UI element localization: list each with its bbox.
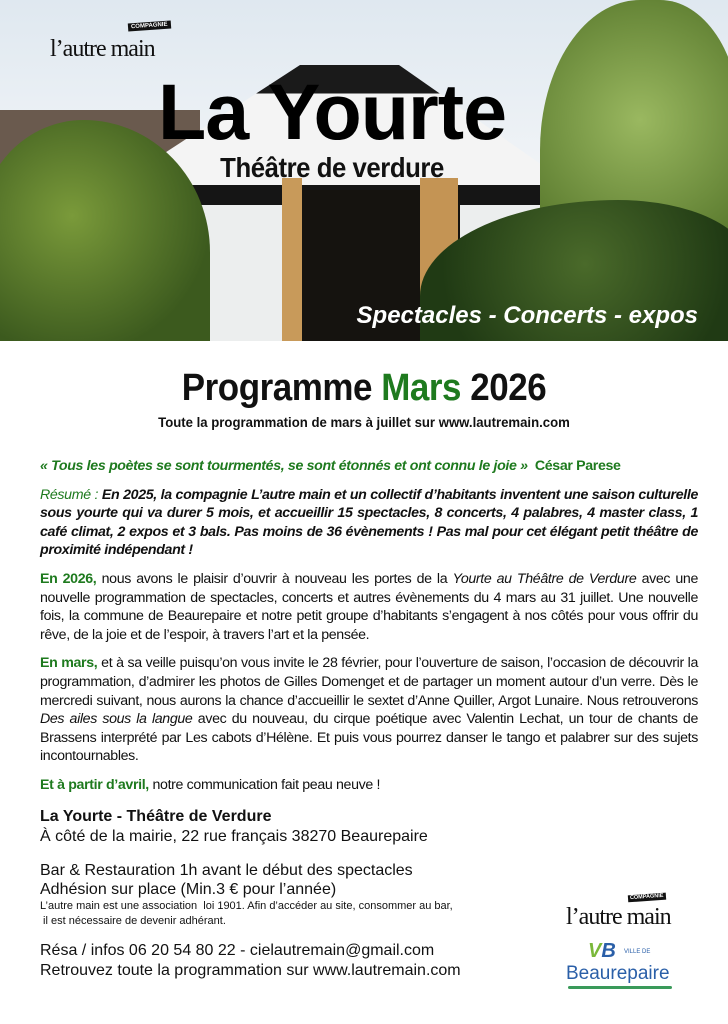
brand-logo <box>50 36 155 62</box>
hero-subtitle: Théâtre de verdure <box>220 152 444 183</box>
venue-address: À côté de la mairie, 22 rue français 38270 Beaurepaire <box>40 827 428 845</box>
bar-line: Bar & Restauration 1h avant le début des spectacles <box>40 861 413 879</box>
programme-word: Programme <box>181 367 372 409</box>
emphasis: Des ailes sous la langue <box>40 711 193 728</box>
programme-month: Mars <box>381 367 462 409</box>
text: nous avons le plaisir d’ouvrir à nouveau les portes de la <box>96 570 453 587</box>
lead-avril: Et à partir d’avril, <box>40 776 149 793</box>
town-logo-wave <box>568 986 672 989</box>
brand-logo-text: l’autre main <box>50 36 155 62</box>
footer-brand-logo: l’autre main <box>566 904 671 930</box>
quote <box>40 457 698 476</box>
text: avec du nouveau, du cirque poétique avec Valentin Lechat, un tour de chants de Brassens interprété par Les cabots d’Hélène. Et puis vous pourrez danser le tango et palabrer sur des sujets incontournables. <box>40 711 698 765</box>
website-line: Retrouvez toute la programmation sur www.lautremain.com <box>40 961 461 979</box>
programme-subline: Toute la programmation de mars à juillet sur www.lautremain.com <box>158 414 570 430</box>
venue-name: La Yourte - Théâtre de Verdure <box>40 807 272 825</box>
resume-paragraph <box>40 486 698 560</box>
text: et à sa veille puisqu’on vous invite le 28 février, pour l’ouverture de saison, l’occasion de découvrir la programmation, d’admirer les photos de Gilles Domenget et de partager un moment autour d’un verre. Dès le mercredi suivant, nous aurons la chance d’accueillir le sextet d’Anne Quiller, Argot Lunaire. Nous retrouverons <box>40 655 698 709</box>
town-logo-mark: VB <box>588 940 616 962</box>
hero-photo <box>0 0 728 341</box>
hero-title: La Yourte <box>157 67 507 156</box>
door-left <box>282 178 302 341</box>
contact-block <box>40 941 540 981</box>
town-logo-small: VILLE DE <box>624 949 651 955</box>
programme-year: 2026 <box>470 367 547 409</box>
membership-line: Adhésion sur place (Min.3 € pour l’année) <box>40 880 337 898</box>
quote-text: « Tous les poètes se sont tourmentés, se sont étonnés et ont connu le joie » <box>40 458 528 474</box>
paragraph-avril <box>40 776 698 795</box>
association-note: L’autre main est une association loi 1901. Afin d’accéder au site, consommer au bar, <box>40 899 453 912</box>
paragraph-mars <box>40 654 698 766</box>
brand-logo-badge: COMPAGNIE <box>128 21 171 32</box>
association-note-2: il est nécessaire de devenir adhérant. <box>40 914 226 927</box>
resume-text: En 2025, la compagnie L’autre main et un collectif d’habitants inventent une saison culturelle sous yourte qui va durer 5 mois, et accueillir 15 spectacles, 8 concerts, 4 palabres, 4 master class, 1 café climat, 2 expos et 3 bals. Pas moins de 36 évènements ! Pas mal pour cet élégant petit théâtre de proximité indépendant ! <box>40 486 698 559</box>
venue-block <box>40 807 540 847</box>
hero-tagline: Spectacles - Concerts - expos <box>356 302 698 329</box>
town-logo-name: Beaurepaire <box>566 963 670 984</box>
lead-mars: En mars, <box>40 655 98 672</box>
programme-title <box>29 366 699 410</box>
paragraph-2026 <box>40 570 698 644</box>
text: notre communication fait peau neuve ! <box>148 776 381 793</box>
text: avec une nouvelle programmation de spectacles, concerts et autres évènements du 4 mars au 31 juillet. Une nouvelle fois, la commune de Beaurepaire et notre petit groupe d’habitants s’engagent à nos côtés pour vous offrir du rêve, de la joie et de l’espoir, à travers l’art et la pensée. <box>40 570 699 643</box>
town-logo <box>566 940 676 990</box>
lead-2026: En 2026, <box>40 570 97 587</box>
footer-brand-badge: COMPAGNIE <box>628 893 666 903</box>
emphasis: Yourte au Théâtre de Verdure <box>452 570 637 587</box>
quote-author: César Parese <box>534 458 621 474</box>
resume-lead: Résumé : <box>40 486 99 503</box>
body-column <box>40 457 698 981</box>
contact-line: Résa / infos 06 20 54 80 22 - cielautremain@gmail.com <box>40 941 435 959</box>
bar-block <box>40 861 540 929</box>
